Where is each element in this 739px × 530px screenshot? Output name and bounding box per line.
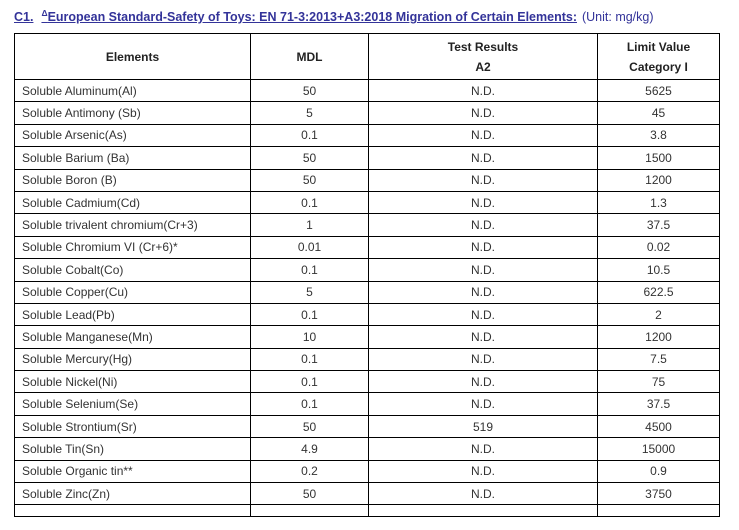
result-cell: N.D. — [369, 281, 598, 303]
table-row — [15, 415, 720, 437]
mdl-cell: 5 — [251, 281, 369, 303]
result-cell: N.D. — [369, 483, 598, 505]
element-cell: Soluble Barium (Ba) — [15, 147, 251, 169]
element-cell: Soluble Boron (B) — [15, 169, 251, 191]
result-cell — [369, 505, 598, 517]
table-row — [15, 259, 720, 281]
element-cell: Soluble Chromium VI (Cr+6)* — [15, 236, 251, 258]
table-row — [15, 460, 720, 482]
element-cell: Soluble Antimony (Sb) — [15, 102, 251, 124]
header-limit-value-label: Limit Value — [626, 39, 691, 54]
result-cell: N.D. — [369, 102, 598, 124]
header-limit-category-sub: Category I — [629, 59, 688, 74]
element-cell: Soluble Manganese(Mn) — [15, 326, 251, 348]
header-mdl: MDL — [251, 34, 369, 80]
limit-cell: 75 — [598, 371, 720, 393]
table-row — [15, 147, 720, 169]
element-cell: Soluble trivalent chromium(Cr+3) — [15, 214, 251, 236]
mdl-cell: 0.2 — [251, 460, 369, 482]
mdl-cell: 0.1 — [251, 259, 369, 281]
limit-cell: 3.8 — [598, 124, 720, 146]
limit-cell: 4500 — [598, 415, 720, 437]
report-title — [14, 5, 654, 26]
result-cell: N.D. — [369, 348, 598, 370]
header-limit-value — [598, 34, 720, 80]
table-row — [15, 80, 720, 102]
result-cell: N.D. — [369, 303, 598, 325]
element-cell: Soluble Cobalt(Co) — [15, 259, 251, 281]
table-row — [15, 483, 720, 505]
limit-cell — [598, 505, 720, 517]
mdl-cell: 0.1 — [251, 393, 369, 415]
result-cell: N.D. — [369, 147, 598, 169]
title-heading: European Standard-Safety of Toys: EN 71-3:2013+A3:2018 Migration of Certain Elements: — [47, 10, 577, 25]
mdl-cell: 1 — [251, 214, 369, 236]
result-cell: N.D. — [369, 169, 598, 191]
header-row — [15, 34, 720, 80]
element-cell: Soluble Selenium(Se) — [15, 393, 251, 415]
element-cell: Soluble Copper(Cu) — [15, 281, 251, 303]
table-row — [15, 281, 720, 303]
element-cell: Soluble Strontium(Sr) — [15, 415, 251, 437]
section-label: C1. — [14, 10, 34, 25]
mdl-cell: 50 — [251, 415, 369, 437]
header-test-results-sub: A2 — [475, 59, 491, 74]
limit-cell: 1500 — [598, 147, 720, 169]
table-row-clipped — [15, 505, 720, 517]
element-cell: Soluble Arsenic(As) — [15, 124, 251, 146]
limit-cell: 3750 — [598, 483, 720, 505]
result-cell: N.D. — [369, 191, 598, 213]
mdl-cell: 0.01 — [251, 236, 369, 258]
limit-cell: 1200 — [598, 326, 720, 348]
element-cell: Soluble Tin(Sn) — [15, 438, 251, 460]
result-cell: N.D. — [369, 371, 598, 393]
result-cell: N.D. — [369, 214, 598, 236]
mdl-cell: 4.9 — [251, 438, 369, 460]
mdl-cell: 0.1 — [251, 191, 369, 213]
table-body — [15, 80, 720, 517]
mdl-cell: 0.1 — [251, 303, 369, 325]
table-row — [15, 236, 720, 258]
result-cell: N.D. — [369, 80, 598, 102]
table-row — [15, 191, 720, 213]
limit-cell: 15000 — [598, 438, 720, 460]
result-cell: N.D. — [369, 393, 598, 415]
header-elements: Elements — [15, 34, 251, 80]
table-row — [15, 393, 720, 415]
table-row — [15, 169, 720, 191]
result-cell: N.D. — [369, 460, 598, 482]
element-cell — [15, 505, 251, 517]
title-superscript-marker: Δ — [41, 8, 48, 18]
table-header — [15, 34, 720, 80]
table-row — [15, 303, 720, 325]
table-row — [15, 102, 720, 124]
limit-cell: 2 — [598, 303, 720, 325]
mdl-cell: 50 — [251, 483, 369, 505]
limit-cell: 37.5 — [598, 214, 720, 236]
mdl-cell: 10 — [251, 326, 369, 348]
table-row — [15, 438, 720, 460]
limit-cell: 1.3 — [598, 191, 720, 213]
result-cell: N.D. — [369, 236, 598, 258]
element-cell: Soluble Zinc(Zn) — [15, 483, 251, 505]
mdl-cell: 50 — [251, 169, 369, 191]
report-title-underlined — [14, 10, 577, 24]
limit-cell: 5625 — [598, 80, 720, 102]
limit-cell: 45 — [598, 102, 720, 124]
header-test-results — [369, 34, 598, 80]
limit-cell: 1200 — [598, 169, 720, 191]
element-cell: Soluble Lead(Pb) — [15, 303, 251, 325]
table-row — [15, 348, 720, 370]
header-test-results-label: Test Results — [447, 39, 519, 54]
limit-cell: 622.5 — [598, 281, 720, 303]
mdl-cell: 50 — [251, 147, 369, 169]
element-cell: Soluble Mercury(Hg) — [15, 348, 251, 370]
limit-cell: 0.02 — [598, 236, 720, 258]
element-cell: Soluble Aluminum(Al) — [15, 80, 251, 102]
limit-cell: 37.5 — [598, 393, 720, 415]
mdl-cell: 5 — [251, 102, 369, 124]
limit-cell: 7.5 — [598, 348, 720, 370]
table-row — [15, 124, 720, 146]
element-cell: Soluble Cadmium(Cd) — [15, 191, 251, 213]
result-cell: N.D. — [369, 326, 598, 348]
mdl-cell: 0.1 — [251, 371, 369, 393]
mdl-cell: 50 — [251, 80, 369, 102]
mdl-cell: 0.1 — [251, 124, 369, 146]
table-row — [15, 326, 720, 348]
migration-results-table — [14, 33, 720, 517]
result-cell: N.D. — [369, 259, 598, 281]
mdl-cell: 0.1 — [251, 348, 369, 370]
result-cell: N.D. — [369, 438, 598, 460]
element-cell: Soluble Organic tin** — [15, 460, 251, 482]
result-cell: N.D. — [369, 124, 598, 146]
result-cell: 519 — [369, 415, 598, 437]
element-cell: Soluble Nickel(Ni) — [15, 371, 251, 393]
table-row — [15, 371, 720, 393]
mdl-cell — [251, 505, 369, 517]
table-row — [15, 214, 720, 236]
limit-cell: 0.9 — [598, 460, 720, 482]
limit-cell: 10.5 — [598, 259, 720, 281]
unit-note: (Unit: mg/kg) — [581, 10, 654, 25]
